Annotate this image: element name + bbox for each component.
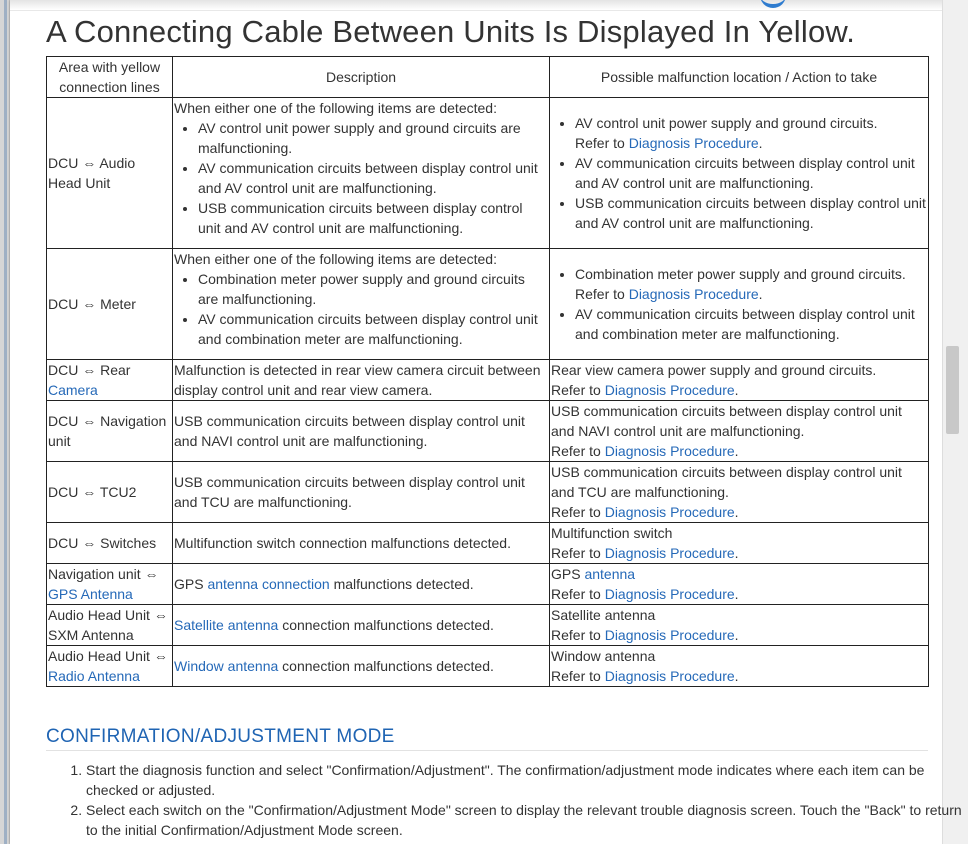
diagnosis-procedure-link[interactable]: Diagnosis Procedure bbox=[604, 545, 735, 561]
scrollbar-thumb[interactable] bbox=[946, 346, 959, 434]
diagnosis-procedure-link[interactable]: Diagnosis Procedure bbox=[604, 586, 735, 602]
description-intro: When either one of the following items are detected: bbox=[174, 100, 497, 116]
table-row bbox=[47, 523, 929, 564]
description-cell: GPS antenna connection malfunctions detected. bbox=[173, 564, 550, 605]
table-row bbox=[47, 98, 929, 249]
page-top-edge bbox=[10, 0, 942, 11]
list-item: • USB communication circuits between display control unit and AV control unit are malfunctioning. bbox=[575, 193, 927, 233]
column-header-area: Area with yellow connection lines bbox=[47, 57, 173, 98]
column-header-description: Description bbox=[173, 57, 550, 98]
list-item: • Combination meter power supply and ground circuits are malfunctioning. bbox=[198, 269, 548, 309]
window-antenna-link[interactable]: Window antenna bbox=[174, 658, 279, 674]
description-cell: USB communication circuits between display control unit and TCU are malfunctioning. bbox=[173, 462, 550, 523]
table-row bbox=[47, 360, 929, 401]
steps-list bbox=[46, 760, 968, 840]
diagnosis-procedure-link[interactable]: Diagnosis Procedure bbox=[604, 668, 735, 684]
action-cell: USB communication circuits between display control unit and NAVI control unit are malfunctioning. Refer to Diagnosis Procedure. bbox=[550, 401, 929, 462]
action-cell: USB communication circuits between display control unit and TCU are malfunctioning. Refer to Diagnosis Procedure. bbox=[550, 462, 929, 523]
antenna-connection-link[interactable]: antenna connection bbox=[207, 576, 330, 592]
table-row bbox=[47, 249, 929, 360]
description-list bbox=[174, 269, 548, 349]
action-cell: Window antenna Refer to Diagnosis Procedure. bbox=[550, 646, 929, 687]
window-left-edge bbox=[0, 0, 10, 844]
diagnosis-procedure-link[interactable]: Diagnosis Procedure bbox=[604, 382, 735, 398]
action-cell: Satellite antenna Refer to Diagnosis Procedure. bbox=[550, 605, 929, 646]
list-item: • AV communication circuits between display control unit and AV control unit are malfunctioning. bbox=[575, 153, 927, 193]
gps-antenna-link[interactable]: GPS Antenna bbox=[48, 586, 133, 602]
area-cell: DCU ⇔ TCU2 bbox=[47, 462, 173, 523]
diagnosis-procedure-link[interactable]: Diagnosis Procedure bbox=[604, 443, 735, 459]
list-item: 1. Start the diagnosis function and select "Confirmation/Adjustment". The confirmation/adjustment mode indicates where each item can be checked or adjusted. bbox=[86, 760, 968, 800]
area-cell: DCU ⇔ Rear Camera bbox=[47, 360, 173, 401]
diagnosis-procedure-link[interactable]: Diagnosis Procedure bbox=[628, 135, 759, 151]
diagnosis-table bbox=[46, 56, 929, 687]
list-item: • USB communication circuits between display control unit and AV control unit are malfunctioning. bbox=[198, 198, 548, 238]
area-cell: Audio Head Unit ⇔ Radio Antenna bbox=[47, 646, 173, 687]
radio-antenna-link[interactable]: Radio Antenna bbox=[48, 668, 140, 684]
satellite-antenna-link[interactable]: Satellite antenna bbox=[174, 617, 279, 633]
table-header-row bbox=[47, 57, 929, 98]
table-row bbox=[47, 646, 929, 687]
list-item: • AV control unit power supply and ground circuits are malfunctioning. bbox=[198, 118, 548, 158]
area-cell: DCU ⇔ Meter bbox=[47, 249, 173, 360]
description-cell bbox=[173, 98, 550, 249]
section-heading: CONFIRMATION/ADJUSTMENT MODE bbox=[46, 726, 928, 751]
diagnosis-procedure-link[interactable]: Diagnosis Procedure bbox=[604, 504, 735, 520]
list-item: 2. Select each switch on the "Confirmation/Adjustment Mode" screen to display the relevant trouble diagnosis screen. Touch the "Back" to return to the initial Confirmation/Adjustment Mode screen. bbox=[86, 800, 968, 840]
list-item: • AV communication circuits between display control unit and AV control unit are malfunctioning. bbox=[198, 158, 548, 198]
description-cell: Window antenna connection malfunctions detected. bbox=[173, 646, 550, 687]
table-row bbox=[47, 605, 929, 646]
diagnosis-procedure-link[interactable]: Diagnosis Procedure bbox=[604, 627, 735, 643]
table-row bbox=[47, 564, 929, 605]
area-cell: Audio Head Unit ⇔ SXM Antenna bbox=[47, 605, 173, 646]
area-cell: DCU ⇔ Audio Head Unit bbox=[47, 98, 173, 249]
camera-link[interactable]: Camera bbox=[48, 382, 98, 398]
action-cell: Rear view camera power supply and ground circuits. Refer to Diagnosis Procedure. bbox=[550, 360, 929, 401]
list-item: • AV communication circuits between display control unit and combination meter are malfunctioning. bbox=[575, 304, 927, 344]
page-title: A Connecting Cable Between Units Is Displayed In Yellow. bbox=[46, 14, 856, 49]
description-cell: Multifunction switch connection malfunctions detected. bbox=[173, 523, 550, 564]
action-cell bbox=[550, 249, 929, 360]
description-cell: Satellite antenna connection malfunctions detected. bbox=[173, 605, 550, 646]
area-cell: Navigation unit ⇔ GPS Antenna bbox=[47, 564, 173, 605]
area-cell: DCU ⇔ Navigation unit bbox=[47, 401, 173, 462]
list-item: • AV control unit power supply and ground circuits. Refer to Diagnosis Procedure. bbox=[575, 113, 927, 153]
description-cell: USB communication circuits between display control unit and NAVI control unit are malfunctioning. bbox=[173, 401, 550, 462]
list-item: • AV communication circuits between display control unit and combination meter are malfunctioning. bbox=[198, 309, 548, 349]
column-header-action: Possible malfunction location / Action to take bbox=[550, 57, 929, 98]
action-list bbox=[551, 264, 927, 344]
action-cell: Multifunction switch Refer to Diagnosis Procedure. bbox=[550, 523, 929, 564]
description-cell: Malfunction is detected in rear view camera circuit between display control unit and rear view camera. bbox=[173, 360, 550, 401]
list-item: • Combination meter power supply and ground circuits. Refer to Diagnosis Procedure. bbox=[575, 264, 927, 304]
area-cell: DCU ⇔ Switches bbox=[47, 523, 173, 564]
diagnosis-procedure-link[interactable]: Diagnosis Procedure bbox=[628, 286, 759, 302]
action-cell bbox=[550, 98, 929, 249]
table-row bbox=[47, 401, 929, 462]
action-list bbox=[551, 113, 927, 233]
antenna-link[interactable]: antenna bbox=[584, 566, 636, 582]
table-row bbox=[47, 462, 929, 523]
action-cell: GPS antenna Refer to Diagnosis Procedure. bbox=[550, 564, 929, 605]
description-cell bbox=[173, 249, 550, 360]
description-intro: When either one of the following items are detected: bbox=[174, 251, 497, 267]
description-list bbox=[174, 118, 548, 238]
